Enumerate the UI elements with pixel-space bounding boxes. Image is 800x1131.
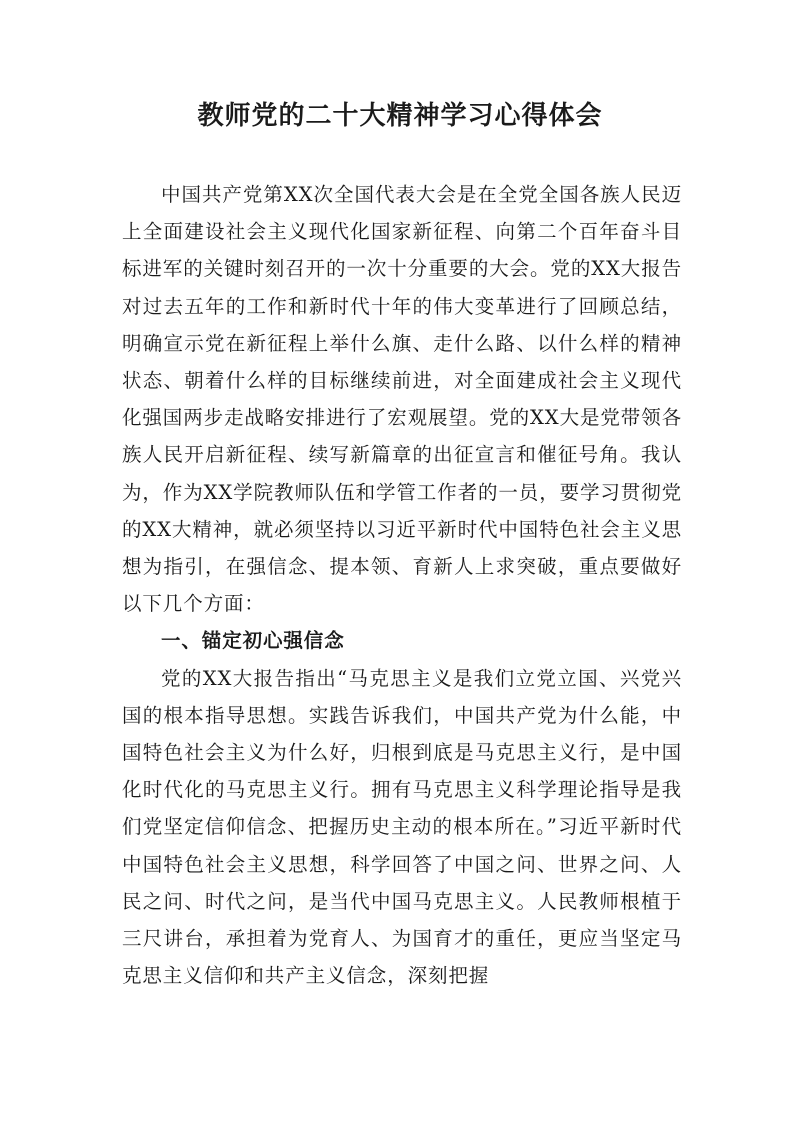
intro-paragraph: 中国共产党第XX次全国代表大会是在全党全国各族人民迈上全面建设社会主义现代化国家新征程、向第二个百年奋斗目标进军的关键时刻召开的一次十分重要的大会。党的XX大报告对过去五年的工作和新时代十年的伟大变革进行了回顾总结，明确宣示党在新征程上举什么旗、走什么路、以什么样的精神状态、朝着什么样的目标继续前进，对全面建成社会主义现代化强国两步走战略安排进行了宏观展望。党的XX大是党带领各族人民开启新征程、续写新篇章的出征宣言和催征号角。我认为，作为XX学院教师队伍和学管工作者的一员，要学习贯彻党的XX大精神，就必须坚持以习近平新时代中国特色社会主义思想为指引，在强信念、提本领、育新人上求突破，重点要做好以下几个方面： <box>122 183 682 616</box>
section-heading: 一、锚定初心强信念 <box>161 629 345 653</box>
document-body <box>122 176 682 994</box>
document-title: 教师党的二十大精神学习心得体会 <box>197 101 603 131</box>
section-paragraph: 党的XX大报告指出“马克思主义是我们立党立国、兴党兴国的根本指导思想。实践告诉我们，中国共产党为什么能，中国特色社会主义为什么好，归根到底是马克思主义行，是中国化时代化的马克思主义行。拥有马克思主义科学理论指导是我们党坚定信仰信念、把握历史主动的根本所在。”习近平新时代中国特色社会主义思想，科学回答了中国之问、世界之问、人民之问、时代之问，是当代中国马克思主义。人民教师根植于三尺讲台，承担着为党育人、为国育才的重任，更应当坚定马克思主义信仰和共产主义信念，深刻把握 <box>122 666 682 988</box>
